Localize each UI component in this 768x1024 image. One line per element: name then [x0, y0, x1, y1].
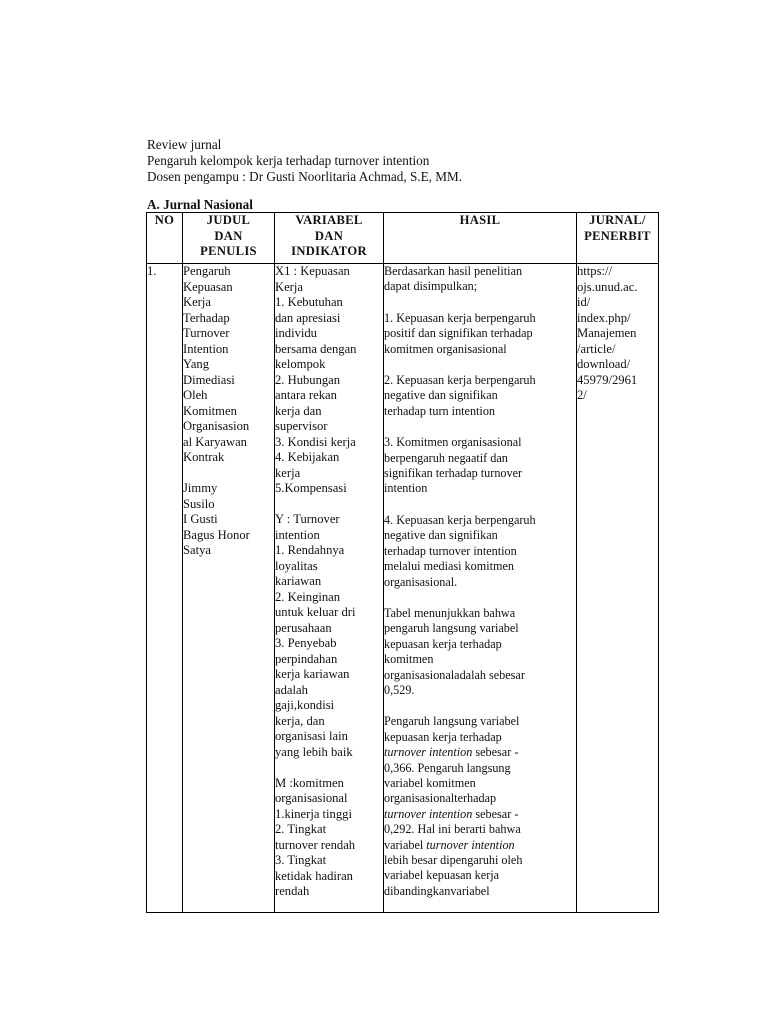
hasil-point-2: 2. Kepuasan kerja berpengaruh negative dan signifikan terhadap turn intention: [384, 373, 536, 418]
header-line-title: Pengaruh kelompok kerja terhadap turnover intention: [147, 153, 430, 168]
variabel-x1: X1 : Kepuasan Kerja 1. Kebutuhan dan apresiasi individu bersama dengan kelompok 2. Hubungan antara rekan kerja dan supervisor 3. Kondisi kerja 4. Kebijakan kerja 5.Kompensasi: [275, 264, 357, 495]
header-line-lecturer: Dosen pengampu : Dr Gusti Noorlitaria Achmad, S.E, MM.: [147, 169, 462, 184]
judul-penulis-cell: [183, 264, 275, 913]
variabel-y: Y : Turnover intention 1. Rendahnya loyalitas kariawan 2. Keinginan untuk keluar dri perusahaan 3. Penyebab perpindahan kerja kariawan adalah gaji,kondisi kerja, dan organisasi lain yang lebih baik: [275, 512, 356, 759]
penulis-text: Jimmy Susilo I Gusti Bagus Honor Satya: [183, 481, 250, 557]
header-variabel: VARIABEL DAN INDIKATOR: [275, 213, 384, 264]
variabel-cell: [275, 264, 384, 913]
jurnal-link-cell[interactable]: https:// ojs.unud.ac. id/ index.php/ Manajemen /article/ download/ 45979/2961 2/: [577, 264, 659, 913]
header-judul: JUDUL DAN PENULIS: [183, 213, 275, 264]
table-header-row: [147, 213, 659, 264]
header-no: NO: [147, 213, 183, 264]
hasil-point-3: 3. Komitmen organisasional berpengaruh negaatif dan signifikan terhadap turnover intention: [384, 435, 523, 496]
hasil-point-1: 1. Kepuasan kerja berpengaruh positif dan signifikan terhadap komitmen organisasional: [384, 310, 536, 356]
variabel-m: M :komitmen organisasional 1.kinerja tinggi 2. Tingkat turnover rendah 3. Tingkat ketidak hadiran rendah: [275, 775, 356, 898]
table-row: [147, 264, 659, 913]
review-table: [146, 212, 659, 913]
document-header: [147, 137, 462, 185]
hasil-final: Pengaruh langsung variabel kepuasan kerja terhadap turnover intention sebesar - 0,366. Pengaruh langsung variabel komitmen organisasionalterhadap turnover intention sebesar - 0,292. Hal ini berarti bahwa variabel turnover intention lebih besar dipengaruhi oleh variabel kepuasan kerja dibandingkanvariabel: [384, 714, 523, 898]
judul-text: Pengaruh Kepuasan Kerja Terhadap Turnover Intention Yang Dimediasi Oleh Komitmen Organisasion al Karyawan Kontrak: [183, 264, 250, 464]
hasil-intro: Berdasarkan hasil penelitian dapat disimpulkan;: [384, 264, 523, 294]
header-jurnal: JURNAL/ PENERBIT: [577, 213, 659, 264]
hasil-point-4: 4. Kepuasan kerja berpengaruh negative dan signifikan terhadap turnover intention melalui mediasi komitmen organisasional.: [384, 512, 536, 589]
section-title: A. Jurnal Nasional: [147, 197, 253, 212]
row-number: 1.: [147, 264, 183, 913]
header-line-review: Review jurnal: [147, 137, 222, 152]
header-hasil: HASIL: [384, 213, 577, 264]
hasil-tabel: Tabel menunjukkan bahwa pengaruh langsung variabel kepuasan kerja terhadap komitmen organisasionaladalah sebesar 0,529.: [384, 605, 525, 697]
hasil-cell: [384, 264, 577, 913]
